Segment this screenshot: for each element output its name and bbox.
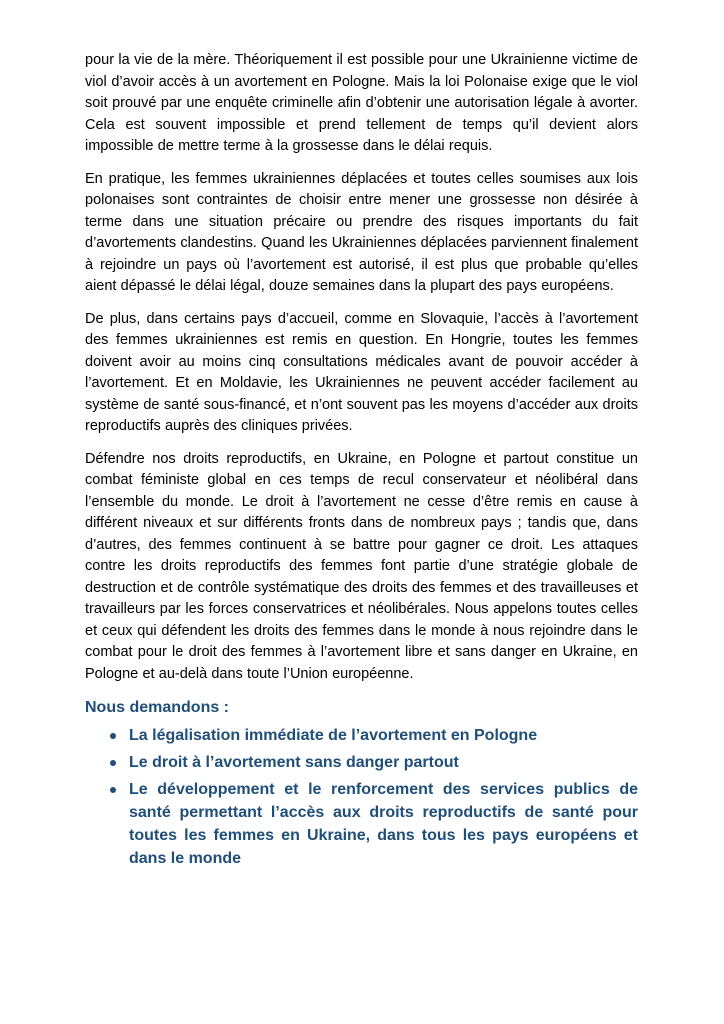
demands-heading: Nous demandons : [85, 699, 230, 716]
bullet-icon [110, 760, 116, 766]
demands-list [85, 724, 638, 870]
demand-item-3 [85, 778, 638, 870]
paragraph-2: En pratique, les femmes ukrainiennes déplacées et toutes celles soumises aux lois polonaises sont contraintes de choisir entre mener une grossesse non désirée à terme dans une situation précaire ou prendre des risques importants du fait d’avortements clandestins. Quand les Ukrainiennes déplacées parviennent finalement à rejoindre un pays où l’avortement est autorisé, il est plus que probable qu’elles aient dépassé le délai légal, douze semaines dans la plupart des pays européens. [85, 170, 638, 294]
demand-item-text: Le droit à l’avortement sans danger partout [129, 754, 459, 771]
bullet-icon [110, 787, 116, 793]
demand-item-text: La légalisation immédiate de l’avortement en Pologne [129, 727, 538, 744]
paragraph-1: pour la vie de la mère. Théoriquement il est possible pour une Ukrainienne victime de viol d’avoir accès à un avortement en Pologne. Mais la loi Polonaise exige que le viol soit prouvé par une enquête criminelle afin d’obtenir une autorisation légale à avorter. Cela est souvent impossible et prend tellement de temps qu’il devient alors impossible de mettre terme à la grossesse dans le délai requis. [85, 52, 638, 154]
paragraph-4: Défendre nos droits reproductifs, en Ukraine, en Pologne et partout constitue un combat féministe global en ces temps de recul conservateur et néolibéral dans l’ensemble du monde. Le droit à l’avortement ne cesse d’être remis en cause à différent niveaux et sur différents fronts dans de nombreux pays ; tandis que, dans d’autres, des femmes continuent à se battre pour gagner ce droit. Les attaques contre les droits reproductifs des femmes font partie d’une stratégie globale de destruction et de contrôle systématique des droits des femmes et des travailleuses et travailleurs par les forces conservatrices et néolibérales. Nous appelons toutes celles et ceux qui défendent les droits des femmes dans le monde à nous rejoindre dans le combat pour le droit des femmes à l’avortement libre et sans danger en Ukraine, en Pologne et au-delà dans toute l’Union européenne. [85, 450, 638, 682]
demand-item-text: Le développement et le renforcement des services publics de santé permettant l’accès aux droits reproductifs de santé pour toutes les femmes en Ukraine, dans tous les pays européens et dans le monde [129, 781, 638, 867]
paragraph-3: De plus, dans certains pays d’accueil, comme en Slovaquie, l’accès à l’avortement des femmes ukrainiennes est remis en question. En Hongrie, toutes les femmes doivent avoir au moins cinq consultations médicales avant de pouvoir accéder à l’avortement. Et en Moldavie, les Ukrainiennes ne peuvent accéder facilement au système de santé sous-financé, et n’ont souvent pas les moyens d’accéder aux droits reproductifs auprès des cliniques privées. [85, 310, 638, 434]
bullet-icon [110, 733, 116, 739]
demand-item-2 [85, 751, 638, 774]
demand-item-1 [85, 724, 638, 747]
